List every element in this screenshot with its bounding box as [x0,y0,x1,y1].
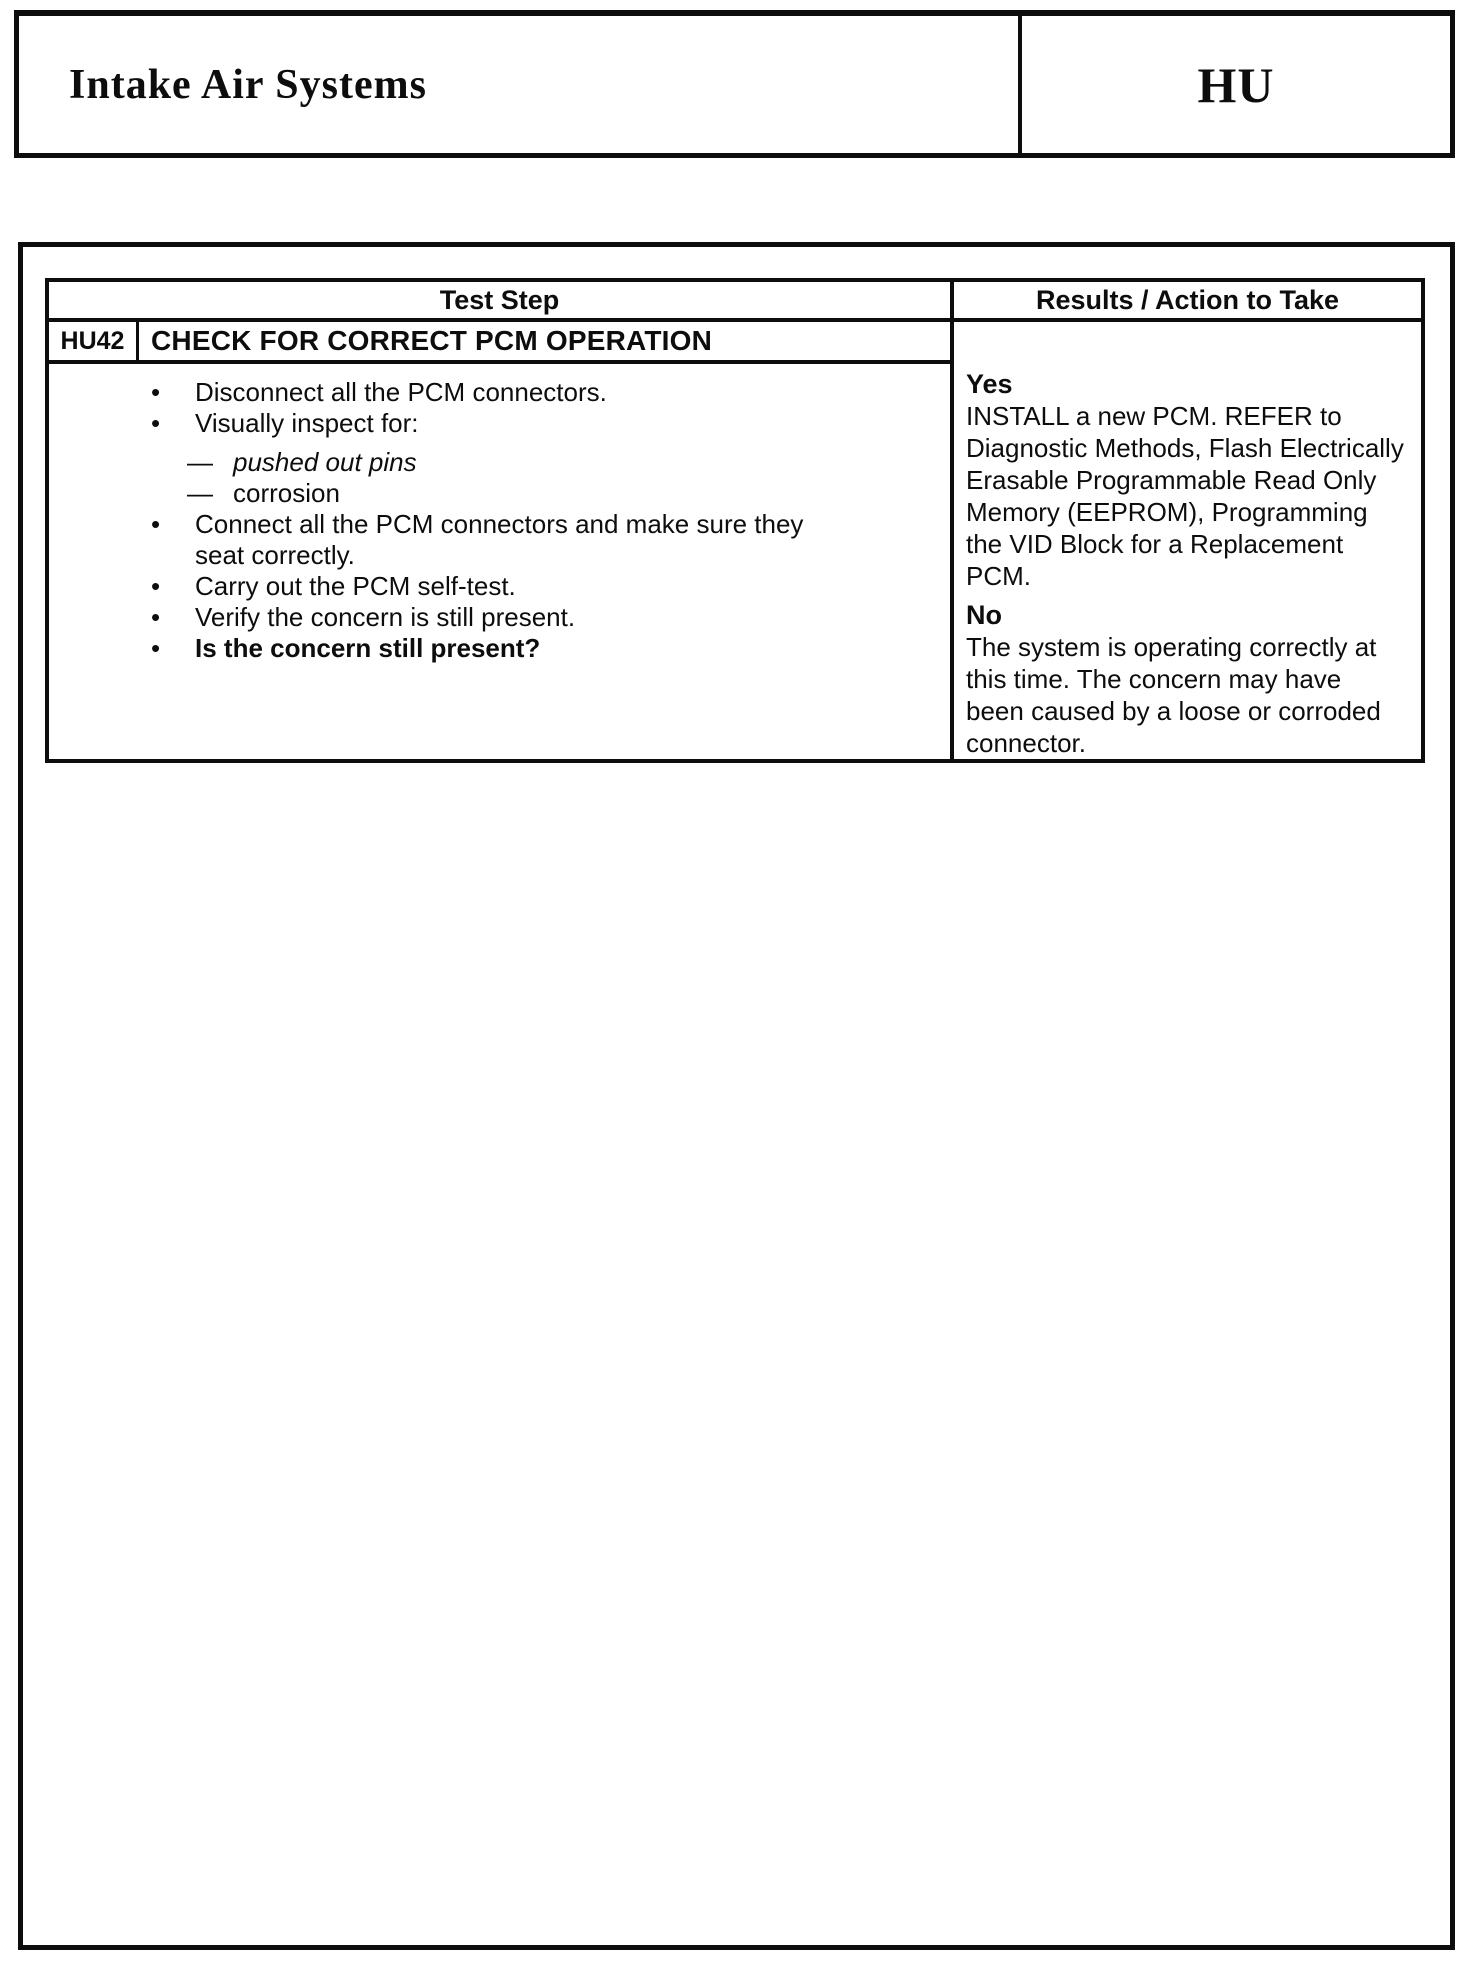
step-title: CHECK FOR CORRECT PCM OPERATION [151,325,713,356]
test-step-list [49,364,950,664]
test-action-text: Is the concern still present? [195,633,541,663]
step-id: HU42 [49,322,139,360]
result-no-action: The system is operating correctly at this time. The concern may have been caused by a loose or corroded connector. [966,632,1381,758]
table-header-row [49,282,1421,322]
test-action-text: Visually inspect for: [195,408,419,438]
test-action-item [187,447,930,478]
test-action-item [151,571,930,602]
test-action-text: Verify the concern is still present. [195,602,576,632]
test-step-cell [49,322,954,759]
column-header-results: Results / Action to Take [1035,284,1340,315]
dash-marker-icon: — [187,478,213,508]
bullet-marker-icon: • [151,571,161,601]
content-frame [18,242,1455,1950]
dash-marker-icon: — [187,447,213,477]
step-id-row [49,322,950,364]
bullet-marker-icon: • [151,633,161,663]
section-code-cell [1022,16,1450,153]
test-action-text: pushed out pins [233,447,417,477]
test-action-item [151,633,930,664]
section-code: HU [1197,56,1275,113]
page-header [14,10,1455,158]
test-action-text: corrosion [233,478,340,508]
result-no-label: No [966,600,1002,630]
table-body-row [49,322,1421,759]
results-cell [954,322,1421,759]
page-title: Intake Air Systems [69,61,427,108]
test-action-item [151,602,930,633]
bullet-marker-icon: • [151,509,161,539]
page-title-cell [19,16,1022,153]
bullet-marker-icon: • [151,602,161,632]
diagnostic-table [45,278,1425,763]
test-action-text: Connect all the PCM connectors and make sure they seat correctly. [195,509,804,570]
bullet-marker-icon: • [151,377,161,407]
test-action-item [151,408,930,439]
column-header-test-step: Test Step [49,282,954,318]
test-action-item [151,377,930,408]
test-action-item [187,478,930,509]
test-action-text: Disconnect all the PCM connectors. [195,377,607,407]
result-yes-label: Yes [966,369,1013,399]
result-yes-action: INSTALL a new PCM. REFER to Diagnostic Methods, Flash Electrically Erasable Programmable Read Only Memory (EEPROM), Programming the VID Block for a Replacement PCM. [966,401,1404,591]
test-action-text: Carry out the PCM self-test. [195,571,516,601]
bullet-marker-icon: • [151,408,161,438]
test-action-item [151,509,930,571]
